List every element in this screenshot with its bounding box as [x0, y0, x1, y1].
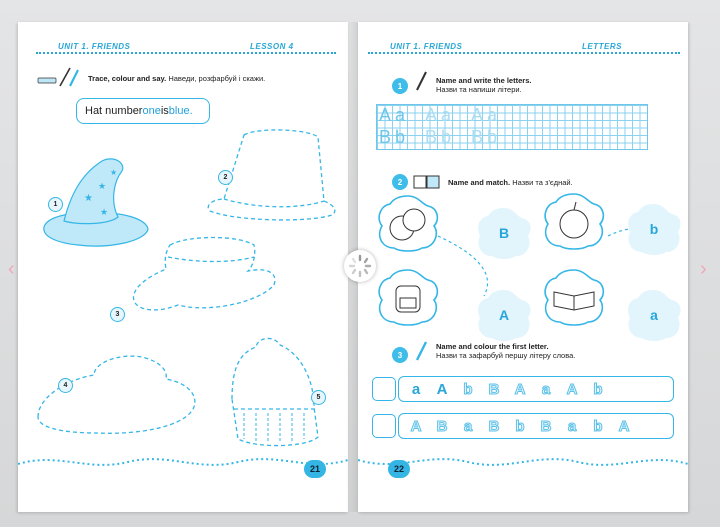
letter-row-1: [398, 376, 674, 402]
book-picture[interactable]: [540, 266, 608, 328]
hat-number-2: 2: [218, 170, 233, 185]
peach-picture[interactable]: [374, 192, 442, 254]
header-divider: [36, 52, 336, 54]
letter-A-flower[interactable]: A: [470, 284, 538, 346]
apple-picture[interactable]: [540, 190, 608, 252]
row1-letter[interactable]: a: [411, 380, 421, 398]
instruction: Trace, colour and say. Наведи, розфарбуй і скажи.: [88, 74, 266, 83]
exercise-1-number: 1: [392, 78, 408, 94]
left-page: [18, 22, 348, 512]
letter-B-flower[interactable]: B: [470, 202, 538, 264]
row1-letter[interactable]: B: [488, 380, 500, 398]
beanie-outline: [232, 338, 318, 445]
row1-letter[interactable]: A: [566, 380, 578, 398]
svg-text:★: ★: [98, 181, 107, 191]
paintbrush-icon: [414, 340, 428, 362]
row2-letter[interactable]: B: [488, 417, 500, 435]
exercise-1-instruction: Name and write the letters. Назви та напиши літери.: [436, 76, 532, 94]
beanie-stripes: [244, 413, 304, 441]
letter-a-flower[interactable]: a: [620, 284, 688, 346]
prev-page-arrow[interactable]: ‹: [8, 258, 15, 280]
backpack-thumbnail: [372, 414, 396, 438]
row2-letter[interactable]: a: [567, 417, 577, 435]
lesson-title: LESSON 4: [250, 42, 294, 51]
hats-illustration: [18, 117, 348, 457]
letter-b-flower[interactable]: b: [620, 198, 688, 260]
spinner-icon: [344, 250, 376, 282]
row1-letter[interactable]: b: [463, 380, 473, 398]
row2-letter[interactable]: b: [593, 417, 603, 435]
row2-letter[interactable]: B: [540, 417, 552, 435]
apple-thumbnail: [372, 377, 396, 401]
writing-grid: A a A a A a B b B b B b: [376, 104, 648, 150]
exercise-3-instruction: Name and colour the first letter. Назви та зафарбуй першу літеру слова.: [436, 342, 576, 360]
svg-text:★: ★: [100, 207, 109, 217]
svg-text:★: ★: [110, 168, 118, 177]
speech-bubble: Hat number one is blue.: [76, 98, 210, 124]
pencil-icon: [414, 70, 428, 92]
right-page: [358, 22, 688, 512]
row1-letter[interactable]: b: [593, 380, 603, 398]
row2-letter[interactable]: A: [410, 417, 422, 435]
row2-letter[interactable]: B: [436, 417, 448, 435]
next-page-arrow[interactable]: ›: [700, 258, 707, 280]
hat-number-5: 5: [311, 390, 326, 405]
header-divider: [368, 52, 680, 54]
hat-number-3: 3: [110, 307, 125, 322]
row1-letter[interactable]: A: [436, 380, 448, 398]
exercise-2-instruction: Name and match. Назви та з'єднай.: [448, 178, 573, 187]
page-number: 22: [388, 460, 410, 478]
unit-title: UNIT 1. FRIENDS: [58, 42, 131, 51]
row1-letter[interactable]: a: [541, 380, 551, 398]
row2-letter[interactable]: b: [515, 417, 525, 435]
unit-title: UNIT 1. FRIENDS: [390, 42, 463, 51]
cowboy-hat-outline: [134, 238, 275, 310]
sun-hat-outline: [38, 356, 195, 433]
row1-letter[interactable]: A: [514, 380, 526, 398]
exercise-2-number: 2: [392, 174, 408, 190]
hat-number-4: 4: [58, 378, 73, 393]
lesson-title: LETTERS: [582, 42, 622, 51]
svg-text:★: ★: [84, 193, 93, 204]
row2-letter[interactable]: a: [463, 417, 473, 435]
exercise-3-number: 3: [392, 347, 408, 363]
page-number: 21: [304, 460, 326, 478]
row2-letter[interactable]: A: [618, 417, 630, 435]
letter-row-2: [398, 413, 674, 439]
backpack-picture[interactable]: [374, 266, 442, 328]
hat-number-1: 1: [48, 197, 63, 212]
pencil-brush-icon: [36, 66, 82, 88]
footer-wave: [18, 442, 348, 482]
puzzle-icon: [412, 172, 442, 192]
